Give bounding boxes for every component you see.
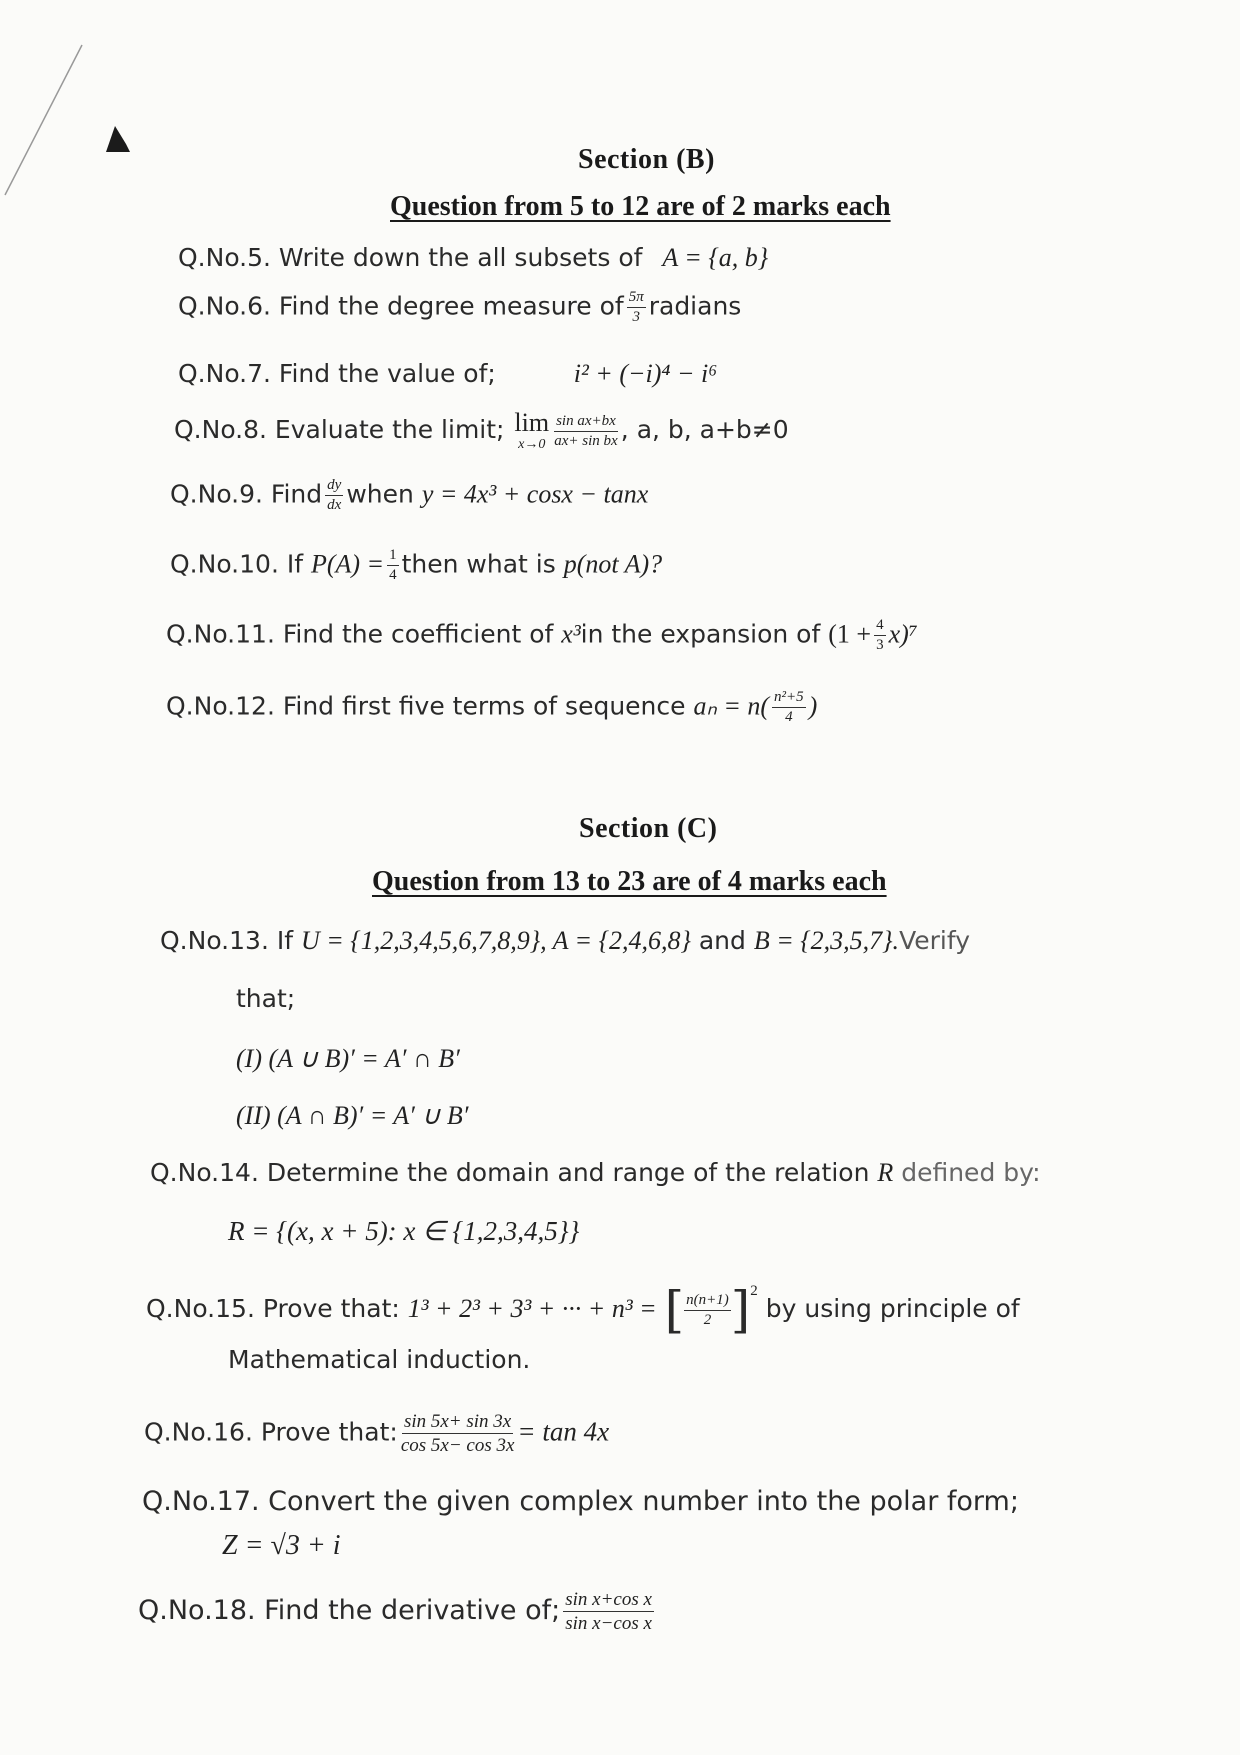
question-word: Verify <box>899 926 970 955</box>
math-expression: ) <box>808 691 818 721</box>
section-b-heading: Section (B) <box>578 144 715 175</box>
question-tail: radians <box>648 291 742 321</box>
question-6 <box>178 290 741 325</box>
math-symbol: R <box>877 1158 894 1187</box>
question-8 <box>174 410 789 452</box>
question-label: Q.No.8. Evaluate the limit; <box>174 415 505 444</box>
question-18 <box>138 1590 657 1633</box>
math-expression: (1 + <box>828 619 872 649</box>
limit-operator: lim x→0 <box>514 408 550 452</box>
question-label: Q.No.13. If <box>160 926 294 955</box>
question-label: Q.No.5. Write down the all subsets of <box>178 243 643 272</box>
math-expression: p(not A)? <box>563 549 663 579</box>
question-13-part-2: (II) (A ∩ B)′ = A′ ∪ B′ <box>236 1101 469 1130</box>
question-12 <box>166 690 817 725</box>
fraction: $\frac{dy}{dx}$ <box>327 477 342 513</box>
question-label: Q.No.9. Find <box>170 479 323 509</box>
fraction: $\frac{5\pi}{3}$ <box>628 289 644 325</box>
question-label: Q.No.14. Determine the domain and range of the relation <box>150 1158 870 1187</box>
question-label: Q.No.16. Prove that: <box>144 1417 398 1447</box>
scan-mark-line <box>0 40 90 200</box>
question-14 <box>150 1158 1041 1188</box>
question-13-part-1: (I) (A ∪ B)′ = A′ ∩ B′ <box>236 1044 460 1073</box>
math-expression: U = {1,2,3,4,5,6,7,8,9}, A = {2,4,6,8} <box>300 926 691 955</box>
question-label: Q.No.10. If <box>170 549 304 579</box>
question-17 <box>142 1486 1019 1517</box>
question-label: Q.No.11. Find the coefficient of <box>166 619 554 649</box>
math-expression: aₙ = n( <box>693 691 770 721</box>
question-14-relation: R = {(x, x + 5): x ∈ {1,2,3,4,5}} <box>228 1216 580 1246</box>
section-c-subheading: Question from 13 to 23 are of 4 marks each <box>372 866 887 897</box>
math-expression: = tan 4x <box>517 1416 610 1447</box>
math-expression: x³ <box>561 619 581 649</box>
fraction: $\frac{\text{sin ax+bx}}{\text{ax+ sin bx}}$ <box>554 412 618 449</box>
question-label: Q.No.17. Convert the given complex number into the polar form; <box>142 1486 1019 1517</box>
fraction: $\frac{\sin 5x+ \sin 3x}{\cos 5x- \cos 3x}$ <box>400 1411 515 1456</box>
left-bracket: [ <box>664 1281 685 1339</box>
ink-blot-icon <box>100 122 134 156</box>
question-7 <box>178 359 717 389</box>
math-expression: x)⁷ <box>888 619 918 649</box>
question-word: in the expansion of <box>580 619 821 649</box>
question-11 <box>166 618 918 653</box>
question-16 <box>144 1412 609 1455</box>
question-5 <box>178 243 768 273</box>
question-15 <box>146 1281 1020 1339</box>
question-label: Q.No.12. Find first five terms of sequence <box>166 691 686 721</box>
question-tail: defined by: <box>901 1158 1041 1187</box>
question-tail: by using principle of <box>765 1294 1020 1323</box>
fraction: $\frac{n(n+1)}{2}$ <box>686 1291 729 1328</box>
math-expression: y = 4x³ + cosx − tanx <box>421 479 649 509</box>
question-label: Q.No.18. Find the derivative of; <box>138 1595 561 1626</box>
math-expression: A = {a, b} <box>662 243 769 272</box>
fraction: $\frac{1}{4}$ <box>389 547 397 583</box>
question-word: then what is <box>401 549 556 579</box>
question-10 <box>170 548 662 583</box>
right-bracket: ] <box>730 1281 751 1339</box>
section-b-subheading: Question from 5 to 12 are of 2 marks each <box>390 191 891 222</box>
fraction: $\frac{4}{3}$ <box>876 617 884 653</box>
question-label: Q.No.15. Prove that: <box>146 1294 400 1323</box>
exponent: 2 <box>750 1283 758 1299</box>
math-expression: 1³ + 2³ + 3³ + ··· + n³ = <box>407 1294 657 1323</box>
math-expression: B = {2,3,5,7}. <box>753 926 900 955</box>
section-c-heading: Section (C) <box>579 813 718 844</box>
question-15-line-2: Mathematical induction. <box>228 1345 531 1374</box>
question-word: when <box>346 479 414 509</box>
math-expression: P(A) = <box>310 549 385 579</box>
question-13-that: that; <box>236 984 296 1013</box>
question-13 <box>160 926 970 956</box>
math-expression: i² + (−i)⁴ − i⁶ <box>573 359 718 388</box>
question-17-math: Z = √3 + i <box>222 1530 341 1561</box>
question-9 <box>170 478 648 513</box>
fraction: $\frac{\text{n²+5}}{4}$ <box>774 689 804 725</box>
question-label: Q.No.7. Find the value of; <box>178 359 496 388</box>
question-tail: , a, b, a+b≠0 <box>620 415 789 444</box>
question-word: and <box>698 926 746 955</box>
fraction: $\frac{\text{sin x+cos x}}{\text{sin x−cos x}}$ <box>565 1589 652 1634</box>
question-label: Q.No.6. Find the degree measure of <box>178 291 624 321</box>
